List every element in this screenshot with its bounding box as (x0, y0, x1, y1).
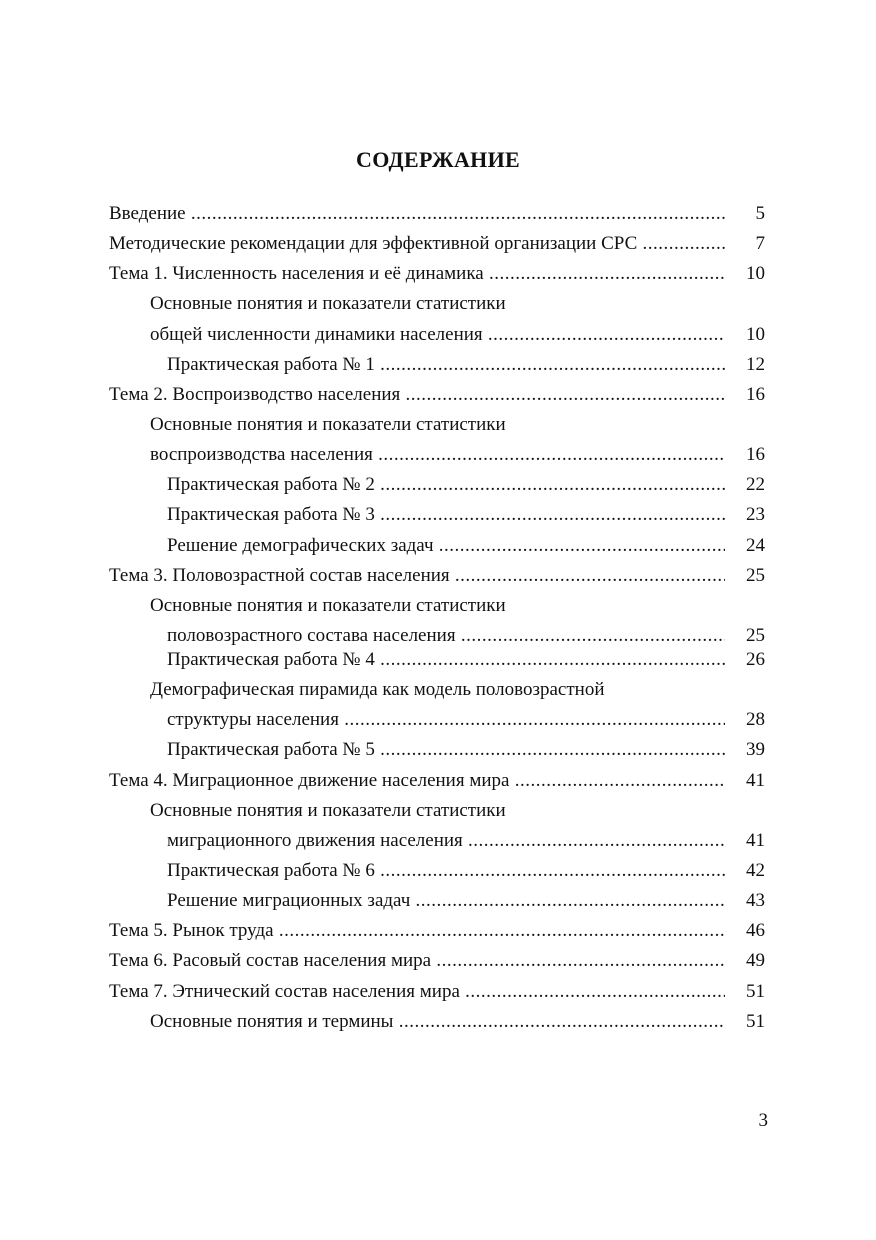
toc-entry-page: 49 (746, 950, 765, 972)
toc-entry-label: воспроизводства населения (150, 444, 373, 466)
toc-leader-dots (456, 625, 725, 646)
toc-entry-label: Тема 2. Воспроизводство населения (109, 383, 401, 405)
toc-entry-text (109, 977, 725, 1007)
toc-entry-label: Тема 6. Расовый состав населения мира (109, 950, 432, 972)
toc-leader-dots (274, 920, 725, 941)
toc-entry-label: миграционного движения населения (167, 829, 463, 851)
toc-entry-text (167, 886, 725, 916)
toc-leader-dots (484, 263, 725, 284)
toc-entry-text (109, 380, 725, 410)
toc-leader-dots (375, 354, 725, 375)
toc-entry-page: 10 (746, 323, 765, 345)
toc-leader-dots (375, 504, 725, 525)
toc-entry (109, 470, 767, 500)
toc-entry-label: Практическая работа № 3 (167, 504, 375, 526)
toc-entry (109, 259, 767, 289)
toc-entry-page: 43 (746, 890, 765, 912)
toc-entry (109, 289, 767, 319)
toc-entry-label: Практическая работа № 4 (167, 648, 375, 670)
toc-entry (109, 199, 767, 229)
toc-leader-dots (186, 203, 725, 224)
toc-entry-label: общей численности динамики населения (150, 323, 483, 345)
toc-leader-dots (450, 565, 725, 586)
toc-entry-text (167, 826, 725, 856)
toc-entry-text (167, 705, 725, 735)
toc-entry-text (150, 440, 725, 470)
toc-entry-text (109, 946, 725, 976)
toc-entry-text (167, 735, 725, 765)
toc-entry (109, 320, 767, 350)
toc-entry-text (109, 199, 725, 229)
toc-entry-page: 12 (746, 353, 765, 375)
toc-entry (109, 645, 767, 675)
toc-entry (109, 705, 767, 735)
toc-leader-dots (339, 709, 725, 730)
toc-entry-text (167, 500, 725, 530)
toc-leader-dots (373, 444, 725, 465)
toc-entry (109, 621, 767, 645)
toc-entry (109, 735, 767, 765)
toc-leader-dots (483, 324, 725, 345)
toc-entry-page: 7 (755, 233, 765, 255)
toc-entry-label: Тема 1. Численность населения и её динамика (109, 263, 484, 285)
toc-entry-label: Основные понятия и показатели статистики (150, 594, 506, 616)
toc-entry-page: 23 (746, 504, 765, 526)
toc-entry-page: 25 (746, 624, 765, 646)
toc-entry-page: 16 (746, 444, 765, 466)
toc-entry-page: 22 (746, 474, 765, 496)
toc-entry-label: Демографическая пирамида как модель половозрастной (150, 679, 605, 701)
toc-entry-label: Тема 7. Этнический состав населения мира (109, 980, 460, 1002)
toc-entry-label: Тема 3. Половозрастной состав населения (109, 564, 450, 586)
toc-entry (109, 500, 767, 530)
toc-entry-page: 39 (746, 739, 765, 761)
toc-entry (109, 380, 767, 410)
toc-entry-text (109, 259, 725, 289)
toc-leader-dots (460, 981, 725, 1002)
toc-entry-page: 46 (746, 920, 765, 942)
toc-entry (109, 796, 767, 826)
toc-entry-page: 41 (746, 769, 765, 791)
toc-entry-text (150, 591, 506, 621)
toc-entry-label: Практическая работа № 1 (167, 353, 375, 375)
toc-entry-label: Основные понятия и показатели статистики (150, 799, 506, 821)
toc-entry-label: Решение демографических задач (167, 534, 434, 556)
toc-entry-text (167, 470, 725, 500)
toc-entry (109, 856, 767, 886)
toc-entry-label: Практическая работа № 2 (167, 474, 375, 496)
toc-entry (109, 826, 767, 856)
toc-entry-text (109, 229, 725, 259)
page-number: 3 (758, 1110, 768, 1131)
table-of-contents (109, 199, 767, 1037)
toc-entry-text (109, 916, 725, 946)
toc-entry-label: Практическая работа № 6 (167, 859, 375, 881)
toc-entry-page: 42 (746, 859, 765, 881)
toc-entry (109, 977, 767, 1007)
toc-leader-dots (393, 1011, 725, 1032)
toc-entry-page: 28 (746, 709, 765, 731)
toc-entry-page: 10 (746, 263, 765, 285)
toc-leader-dots (375, 860, 725, 881)
toc-entry-label: структуры населения (167, 709, 339, 731)
toc-entry-text (167, 350, 725, 380)
toc-entry (109, 886, 767, 916)
toc-entry-page: 51 (746, 1010, 765, 1032)
toc-entry-text (167, 531, 725, 561)
toc-entry-text (109, 561, 725, 591)
toc-entry (109, 675, 767, 705)
toc-leader-dots (375, 739, 725, 760)
toc-entry (109, 766, 767, 796)
toc-entry-label: Практическая работа № 5 (167, 739, 375, 761)
toc-entry-page: 41 (746, 829, 765, 851)
toc-entry-page: 5 (755, 203, 765, 224)
toc-entry-label: Методические рекомендации для эффективной организации СРС (109, 233, 638, 255)
toc-entry-text (150, 675, 605, 705)
toc-entry-text (150, 1007, 725, 1037)
toc-entry-text (150, 289, 506, 319)
toc-entry-text (167, 856, 725, 886)
toc-leader-dots (509, 770, 725, 791)
toc-entry-text (150, 320, 725, 350)
toc-entry-page: 25 (746, 564, 765, 586)
toc-entry (109, 561, 767, 591)
toc-entry (109, 531, 767, 561)
toc-entry (109, 1007, 767, 1037)
toc-entry-text (167, 645, 725, 675)
toc-leader-dots (375, 474, 725, 495)
toc-entry (109, 229, 767, 259)
toc-entry-label: Решение миграционных задач (167, 890, 411, 912)
toc-entry-text (150, 796, 506, 826)
toc-entry-label: Основные понятия и показатели статистики (150, 413, 506, 435)
toc-entry (109, 350, 767, 380)
toc-leader-dots (434, 535, 725, 556)
toc-leader-dots (431, 950, 725, 971)
toc-entry-page: 24 (746, 534, 765, 556)
toc-entry-page: 16 (746, 383, 765, 405)
toc-entry-label: половозрастного состава населения (167, 624, 456, 646)
toc-entry-label: Основные понятия и термины (150, 1010, 394, 1032)
toc-entry-label: Тема 5. Рынок труда (109, 920, 274, 942)
toc-entry-page: 26 (746, 648, 765, 670)
toc-entry-label: Основные понятия и показатели статистики (150, 293, 506, 315)
toc-entry-page: 51 (746, 980, 765, 1002)
toc-entry (109, 410, 767, 440)
toc-entry (109, 916, 767, 946)
toc-entry-text (109, 766, 725, 796)
toc-leader-dots (410, 890, 725, 911)
toc-entry-label: Введение (109, 203, 186, 224)
toc-entry (109, 440, 767, 470)
toc-leader-dots (637, 233, 725, 254)
toc-leader-dots (463, 830, 725, 851)
toc-entry (109, 946, 767, 976)
toc-entry-text (150, 410, 506, 440)
toc-leader-dots (400, 384, 725, 405)
page-title: СОДЕРЖАНИЕ (356, 147, 520, 172)
toc-entry (109, 591, 767, 621)
toc-entry-label: Тема 4. Миграционное движение населения мира (109, 769, 510, 791)
toc-leader-dots (375, 649, 725, 670)
